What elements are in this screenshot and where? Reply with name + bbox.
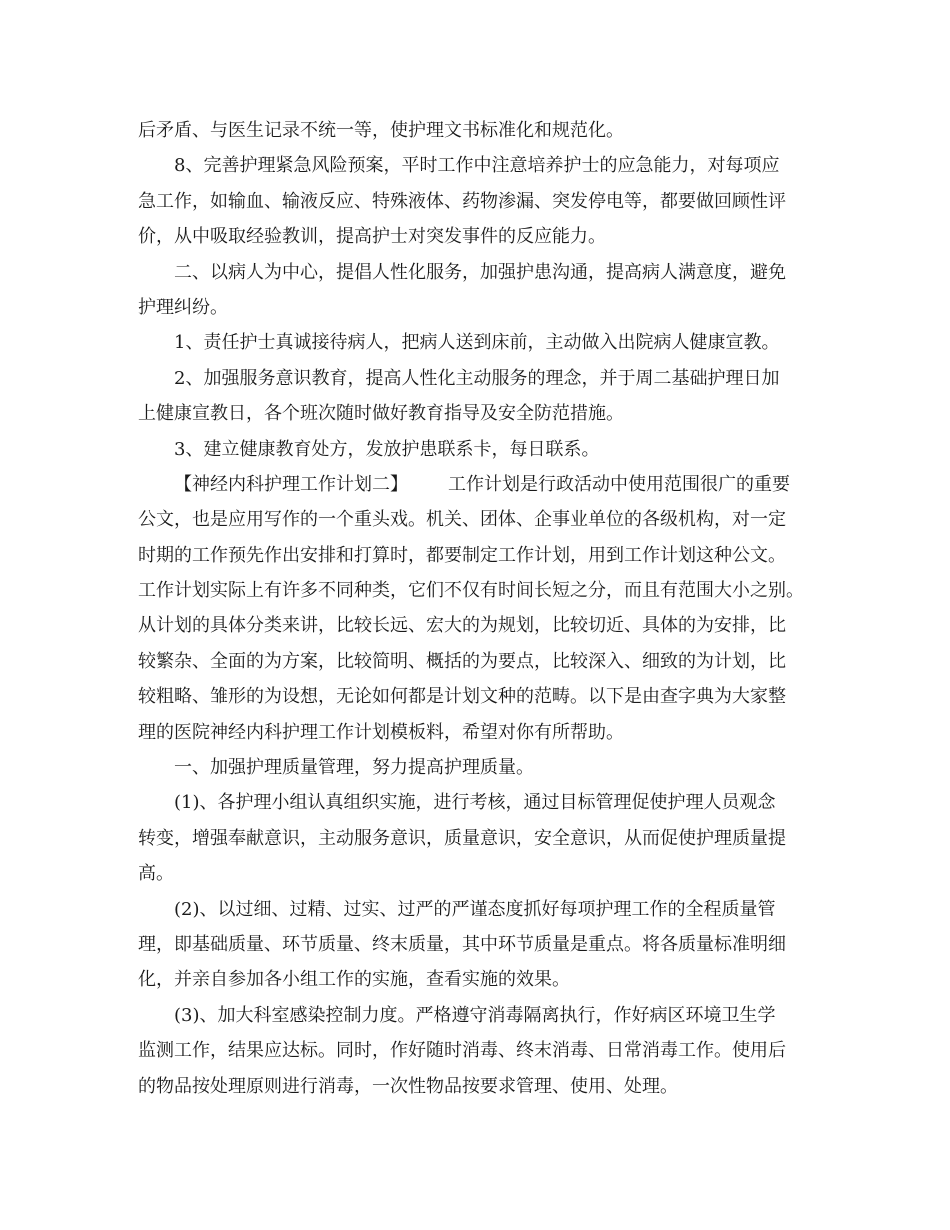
text-line: 价，从中吸取经验教训，提高护士对突发事件的反应能力。 [138,226,606,248]
text-line: (3)、加大科室感染控制力度。严格遵守消毒隔离执行，作好病区环境卫生学 [174,1004,776,1026]
text-line: 上健康宣教日，各个班次随时做好教育指导及安全防范措施。 [138,403,624,425]
text-line: 2、加强服务意识教育，提高人性化主动服务的理念，并于周二基础护理日加 [174,367,780,389]
text-line: 的物品按处理原则进行消毒，一次性物品按要求管理、使用、处理。 [138,1075,678,1097]
text-line: 急工作，如输血、输液反应、特殊液体、药物渗漏、突发停电等，都要做回顾性评 [138,190,786,212]
text-line: 从计划的具体分类来讲，比较长远、宏大的为规划，比较切近、具体的为安排，比 [138,615,786,637]
text-line: 理，即基础质量、环节质量、终末质量，其中环节质量是重点。将各质量标准明细 [138,933,786,955]
text-line: 后矛盾、与医生记录不统一等，使护理文书标准化和规范化。 [138,120,624,141]
text-line: 转变，增强奉献意识，主动服务意识，质量意识，安全意识，从而促使护理质量提 [138,827,786,849]
text-line: 较粗略、雏形的为设想，无论如何都是计划文种的范畴。以下是由查字典为大家整 [138,686,786,708]
text-line: 监测工作，结果应达标。同时，作好随时消毒、终末消毒、日常消毒工作。使用后 [138,1040,786,1062]
text-line: 二、以病人为中心，提倡人性化服务，加强护患沟通，提高病人满意度，避免 [174,261,786,283]
text-line: 护理纠纷。 [138,296,228,318]
text-line: 化，并亲自参加各小组工作的实施，查看实施的效果。 [138,969,570,991]
section-heading: 【神经内科护理工作计划二】 [174,473,408,495]
text-line: (2)、以过细、过精、过实、过严的严谨态度抓好每项护理工作的全程质量管 [174,898,776,920]
text-line: 一、加强护理质量管理，努力提高护理质量。 [174,757,534,779]
text-line: 理的医院神经内科护理工作计划模板料，希望对你有所帮助。 [138,721,624,743]
text-line: 8、完善护理紧急风险预案，平时工作中注意培养护士的应急能力，对每项应 [174,155,780,177]
text-line: 时期的工作预先作出安排和打算时，都要制定工作计划，用到工作计划这种公文。 [138,544,786,566]
text-line: 公文，也是应用写作的一个重头戏。机关、团体、企事业单位的各级机构，对一定 [138,509,786,531]
text-line: 较繁杂、全面的为方案，比较简明、概括的为要点，比较深入、细致的为计划，比 [138,650,786,672]
text-line: 3、建立健康教育处方，发放护患联系卡，每日联系。 [174,438,600,460]
text-line: 1、责任护士真诚接待病人，把病人送到床前，主动做入出院病人健康宣教。 [174,332,780,354]
text-line: 工作计划实际上有许多不同种类，它们不仅有时间长短之分，而且有范围大小之别。 [138,580,804,602]
text-line: (1)、各护理小组认真组织实施，进行考核，通过目标管理促使护理人员观念 [174,792,776,814]
section-heading-line [138,467,818,502]
text-segment: 工作计划是行政活动中使用范围很广的重要 [448,473,790,495]
text-line: 高。 [138,863,174,885]
document-body [138,113,818,1104]
